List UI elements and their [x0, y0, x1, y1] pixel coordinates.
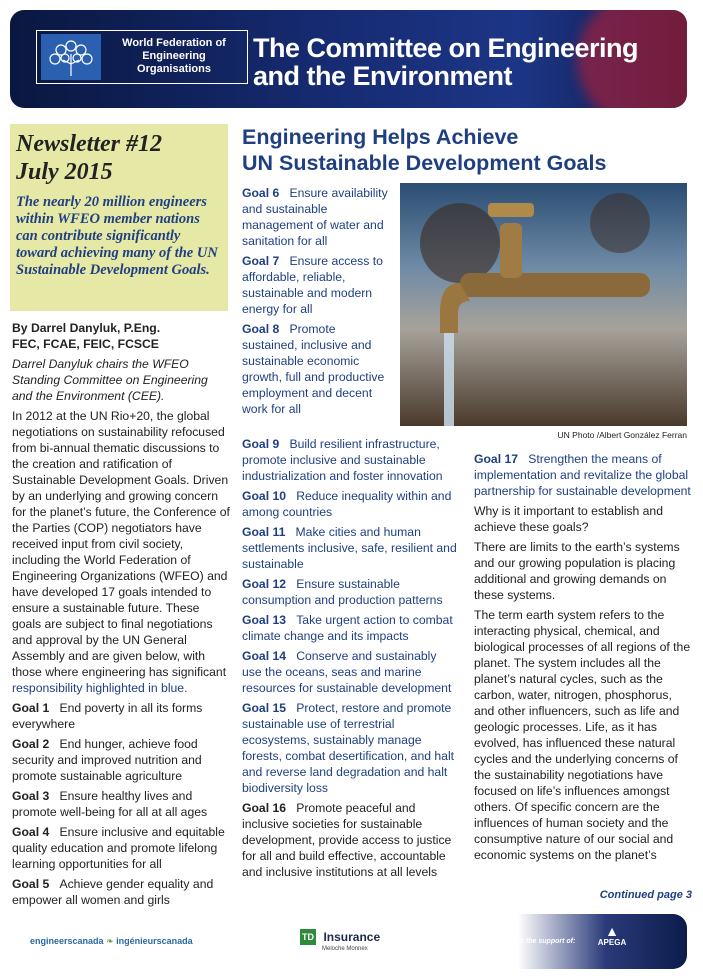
limits-paragraph: There are limits to the earth’s systems and our growing population is placing additional and growing demands on these systems. — [474, 540, 680, 602]
goal-text: Build resilient infrastructure, promote inclusive and sustainable industrialization and foster innovation — [242, 437, 443, 483]
left-column — [12, 320, 230, 912]
newsletter-issue: Newsletter #12 — [16, 131, 162, 157]
goal-text: Promote peaceful and inclusive societies for sustainable development, provide access to justice for all and build effective, accountable and inclusive institutions at all levels — [242, 801, 452, 879]
goal-text: Protect, restore and promote sustainable use of terrestrial ecosystems, sustainably manage forests, combat desertification, and halt and reverse land degradation and halt biodiversity loss — [242, 701, 455, 795]
goal-item-highlighted — [242, 436, 457, 484]
apega-logo — [594, 924, 630, 947]
right-column — [474, 451, 692, 867]
goal-item-highlighted — [242, 576, 457, 608]
goal-text: Strengthen the means of implementation and revitalize the global partnership for sustainable development — [474, 452, 691, 498]
newsletter-date: July 2015 — [16, 159, 113, 185]
apega-label: APEGA — [597, 938, 627, 947]
goal-label: Goal 4 — [12, 825, 50, 839]
goal-label: Goal 9 — [242, 437, 280, 451]
goal-item-highlighted — [242, 612, 457, 644]
newsletter-heading — [16, 130, 162, 186]
photo-credit: UN Photo /Albert González Ferran — [557, 430, 687, 440]
goal-label: Goal 1 — [12, 701, 50, 715]
middle-column-wide — [242, 436, 457, 884]
goal-item — [242, 800, 457, 880]
article-title-line1: Engineering Helps Achieve — [242, 125, 519, 149]
goal-item-highlighted — [242, 648, 457, 696]
goal-item-highlighted — [242, 524, 457, 572]
goal-text: Ensure healthy lives and promote well-being for all at all ages — [12, 789, 208, 819]
goal-item-highlighted — [242, 253, 392, 317]
intro-highlight: responsibility highlighted in blue. — [12, 681, 188, 695]
engineers-canada-logo — [30, 936, 193, 947]
goal-item-highlighted — [242, 700, 457, 796]
goal-text: Achieve gender equality and empower all women and girls — [12, 877, 214, 907]
middle-column — [242, 185, 392, 421]
goal-text: Promote sustained, inclusive and sustainable economic growth, full and productive employment and decent work for all — [242, 322, 385, 416]
goal-label: Goal 2 — [12, 737, 50, 751]
goal-label: Goal 15 — [242, 701, 287, 715]
goal-label: Goal 7 — [242, 254, 280, 268]
goal-item — [12, 788, 230, 820]
apega-triangle-icon: ▲ — [605, 923, 619, 939]
header-banner — [10, 10, 687, 108]
goal-text: Conserve and sustainably use the oceans, seas and marine resources for sustainable development — [242, 649, 452, 695]
byline-credentials: FEC, FCAE, FEIC, FCSCE — [12, 337, 159, 351]
continued-link[interactable]: Continued page 3 — [599, 889, 692, 901]
goal-text: Reduce inequality within and among countries — [242, 489, 452, 519]
committee-title — [253, 34, 638, 90]
committee-title-line2: and the Environment — [253, 61, 513, 91]
goal-text: End poverty in all its forms everywhere — [12, 701, 203, 731]
goal-label: Goal 6 — [242, 186, 280, 200]
goal-text: Ensure access to affordable, reliable, sustainable and modern energy for all — [242, 254, 383, 316]
goal-label: Goal 3 — [12, 789, 50, 803]
goal-label: Goal 17 — [474, 452, 519, 466]
td-insurance-logo — [300, 928, 381, 952]
goal-item — [12, 736, 230, 784]
goal-label: Goal 16 — [242, 801, 287, 815]
goal-item-highlighted — [474, 451, 692, 499]
intro-paragraph — [12, 408, 230, 696]
wfeo-logo — [36, 30, 248, 84]
author-note: Darrel Danyluk chairs the WFEO Standing Committee on Engineering and the Environment (CEE). — [12, 357, 208, 403]
goal-label: Goal 10 — [242, 489, 287, 503]
newsletter-box — [10, 124, 228, 311]
goal-text: Take urgent action to combat climate change and its impacts — [242, 613, 453, 643]
td-badge-icon: TD — [300, 929, 316, 945]
committee-title-line1: The Committee on Engineering — [253, 33, 639, 63]
td-insurance-sub: Meloche Monnex — [322, 946, 368, 952]
goal-item — [12, 700, 230, 732]
goal-text: Ensure inclusive and equitable quality education and promote lifelong learning opportunities for all — [12, 825, 225, 871]
support-label: with the support of: — [510, 938, 576, 945]
engineers-canada-fr: ingénieurscanada — [116, 936, 193, 946]
newsletter-intro: The nearly 20 million engineers within WFEO member nations can contribute significantly toward achieving many of the UN Sustainable Development Goals. — [16, 194, 218, 278]
goal-label: Goal 5 — [12, 877, 50, 891]
goal-item-highlighted — [242, 488, 457, 520]
intro-text: In 2012 at the UN Rio+20, the global negotiations on sustainability refocused from bi-annual thematic discussions to the creation and ratification of Sustainable Development Goals. Driven by an underlying and growing concern for the planet’s future, the Conference of the Parties (COP) negotiators have received input from civil society, including the World Federation of Engineering Organizations (WFEO) and have developed 17 goals intended to ensure a sustainable future. These goals are subject to final negotiations and approval by the UN General Assembly and are given below, with those where engineering has significant — [12, 409, 230, 679]
water-tap-photo — [400, 183, 687, 426]
goal-label: Goal 14 — [242, 649, 287, 663]
goal-item — [12, 824, 230, 872]
water-tap-icon — [400, 183, 687, 426]
goal-label: Goal 8 — [242, 322, 280, 336]
org-name: World Federation of Engineering Organisations — [122, 37, 226, 75]
article-title-line2: UN Sustainable Development Goals — [242, 151, 607, 175]
question-paragraph: Why is it important to establish and achieve these goals? — [474, 504, 663, 534]
maple-leaf-icon: ❧ — [106, 936, 114, 946]
engineers-canada-en: engineerscanada — [30, 936, 104, 946]
byline-name: By Darrel Danyluk, P.Eng. — [12, 321, 161, 335]
goal-label: Goal 12 — [242, 577, 287, 591]
goal-text: Make cities and human settlements inclusive, safe, resilient and sustainable — [242, 525, 457, 571]
goal-item — [12, 876, 230, 908]
footer-banner — [10, 914, 687, 969]
wfeo-tree-icon — [41, 34, 101, 80]
td-insurance-label: Insurance — [323, 929, 381, 944]
earth-system-paragraph: The term earth system refers to the interacting physical, chemical, and biological processes of all regions of the planet. The system includes all the planet’s natural cycles, such as the carbon, water, nitrogen, phosphorus, and other influencers, such as life and geologic processes. Life, as it has evolved, has influenced these natural cycles and the underlying concerns of the sustainability negotiations have focused on life’s influences amongst others. Of specific concern are the influences of human society and the consumptive nature of our social and economic systems on the planet’s — [474, 608, 691, 862]
article-title — [242, 124, 692, 176]
goal-label: Goal 13 — [242, 613, 287, 627]
goal-text: End hunger, achieve food security and improved nutrition and promote sustainable agriculture — [12, 737, 202, 783]
goal-text: Ensure availability and sustainable management of water and sanitation for all — [242, 186, 388, 248]
goal-text: Ensure sustainable consumption and production patterns — [242, 577, 443, 607]
goal-item-highlighted — [242, 185, 392, 249]
goal-label: Goal 11 — [242, 525, 286, 539]
goal-item-highlighted — [242, 321, 392, 417]
